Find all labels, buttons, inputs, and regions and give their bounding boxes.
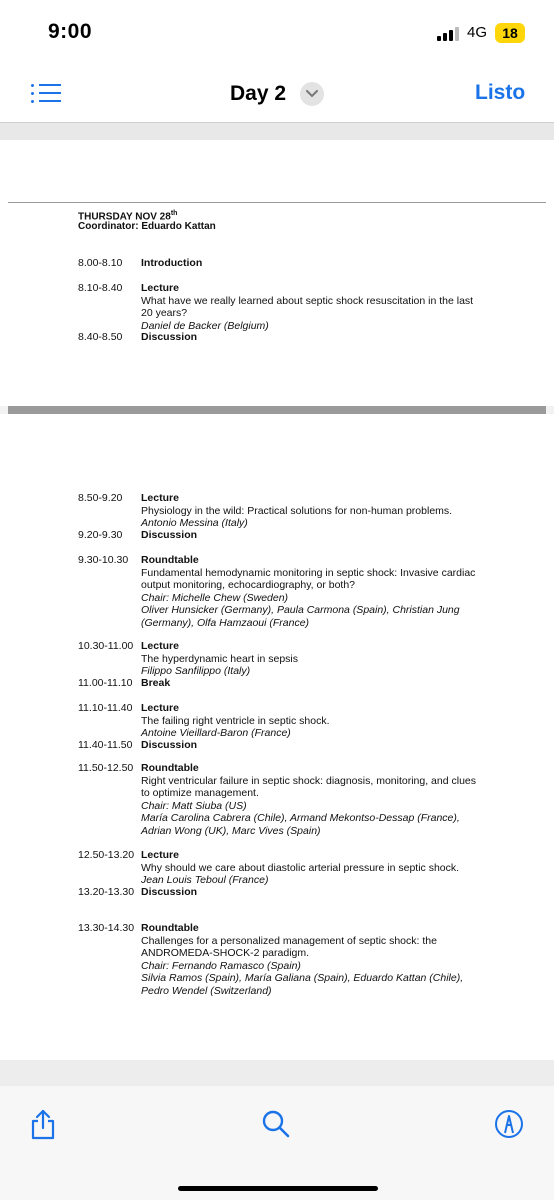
search-icon[interactable]	[261, 1108, 291, 1140]
entry-title: Challenges for a personalized management of septic shock: the ANDROMEDA-SHOCK-2 paradigm.	[141, 934, 437, 959]
markup-icon[interactable]	[494, 1108, 524, 1140]
page-separator	[8, 406, 546, 414]
entry-type: Lecture	[141, 849, 179, 861]
entry-title: Physiology in the wild: Practical solutions for non-human problems.	[141, 504, 453, 517]
entry-speakers: Chair: Fernando Ramasco (Spain) Silvia Ramos (Spain), María Galiana (Spain), Eduardo Kattan (Chile), Pedro Wendel (Switzerland)	[141, 959, 464, 997]
day-header: THURSDAY NOV 28th	[78, 210, 178, 223]
page-gap	[0, 122, 554, 141]
bottom-toolbar	[0, 1086, 554, 1200]
entry-time: 13.30-14.30	[78, 922, 135, 934]
entry-time: 9.20-9.30	[78, 529, 123, 541]
signal-icon	[437, 27, 461, 41]
entry-title: Fundamental hemodynamic monitoring in septic shock: Invasive cardiac output monitoring, echocardiography, or both?	[141, 566, 476, 591]
entry-type: Lecture	[141, 640, 179, 652]
entry-speakers: Filippo Sanfilippo (Italy)	[141, 665, 251, 677]
status-time: 9:00	[48, 20, 93, 43]
status-bar	[0, 0, 554, 66]
entry-speakers: Chair: Matt Siuba (US) María Carolina Cabrera (Chile), Armand Mekontso-Dessap (France), Adrian Wong (UK), Marc Vives (Spain)	[141, 799, 460, 837]
battery-indicator: 18	[495, 23, 525, 43]
document-page	[0, 140, 554, 406]
chevron-down-icon[interactable]	[300, 82, 324, 106]
navigation-bar	[0, 66, 554, 122]
entry-type: Discussion	[141, 739, 198, 751]
entry-type: Roundtable	[141, 762, 199, 774]
entry-time: 12.50-13.20	[78, 849, 135, 861]
entry-type: Lecture	[141, 702, 179, 714]
network-type: 4G	[467, 24, 488, 41]
entry-time: 9.30-10.30	[78, 554, 129, 566]
page-gap	[0, 1060, 554, 1087]
entry-time: 11.10-11.40	[78, 702, 133, 714]
entry-title: Why should we care about diastolic arterial pressure in septic shock.	[141, 861, 460, 874]
entry-time: 8.50-9.20	[78, 492, 123, 504]
done-button[interactable]: Listo	[475, 81, 526, 104]
entry-speakers: Jean Louis Teboul (France)	[141, 874, 269, 886]
entry-time: 8.10-8.40	[78, 282, 123, 294]
entry-type: Lecture	[141, 492, 179, 504]
coordinator-label: Coordinator: Eduardo Kattan	[78, 221, 216, 232]
home-indicator[interactable]	[178, 1186, 378, 1191]
entry-type: Discussion	[141, 529, 198, 541]
document-page	[0, 414, 554, 1060]
entry-time: 8.00-8.10	[78, 257, 123, 269]
list-icon[interactable]	[31, 81, 61, 107]
entry-title: The failing right ventricle in septic shock.	[141, 714, 330, 727]
entry-type: Break	[141, 677, 171, 689]
entry-time: 11.00-11.10	[78, 677, 133, 689]
entry-time: 8.40-8.50	[78, 331, 123, 343]
entry-speakers: Daniel de Backer (Belgium)	[141, 319, 269, 332]
document-title[interactable]: Day 2	[230, 82, 287, 105]
entry-time: 13.20-13.30	[78, 886, 135, 898]
entry-type: Roundtable	[141, 554, 199, 566]
entry-type: Discussion	[141, 331, 198, 343]
entry-type: Lecture	[141, 282, 179, 294]
entry-time: 11.40-11.50	[78, 739, 133, 751]
share-icon[interactable]	[28, 1108, 58, 1140]
entry-speakers: Antonio Messina (Italy)	[141, 517, 248, 529]
entry-title: Right ventricular failure in septic shock: diagnosis, monitoring, and clues to optimize management.	[141, 774, 477, 799]
entry-time: 10.30-11.00	[78, 640, 134, 652]
entry-speakers: Chair: Michelle Chew (Sweden) Oliver Hunsicker (Germany), Paula Carmona (Spain), Christian Jung (Germany), Olfa Hamzaoui (France)	[141, 591, 460, 629]
entry-title: The hyperdynamic heart in sepsis	[141, 652, 298, 665]
entry-title: What have we really learned about septic shock resuscitation in the last 20 years?	[141, 294, 474, 319]
divider	[8, 202, 546, 203]
entry-time: 11.50-12.50	[78, 762, 134, 774]
entry-type: Discussion	[141, 886, 198, 898]
entry-speakers: Antoine Vieillard-Baron (France)	[141, 727, 291, 739]
entry-type: Roundtable	[141, 922, 199, 934]
entry-type: Introduction	[141, 257, 203, 269]
